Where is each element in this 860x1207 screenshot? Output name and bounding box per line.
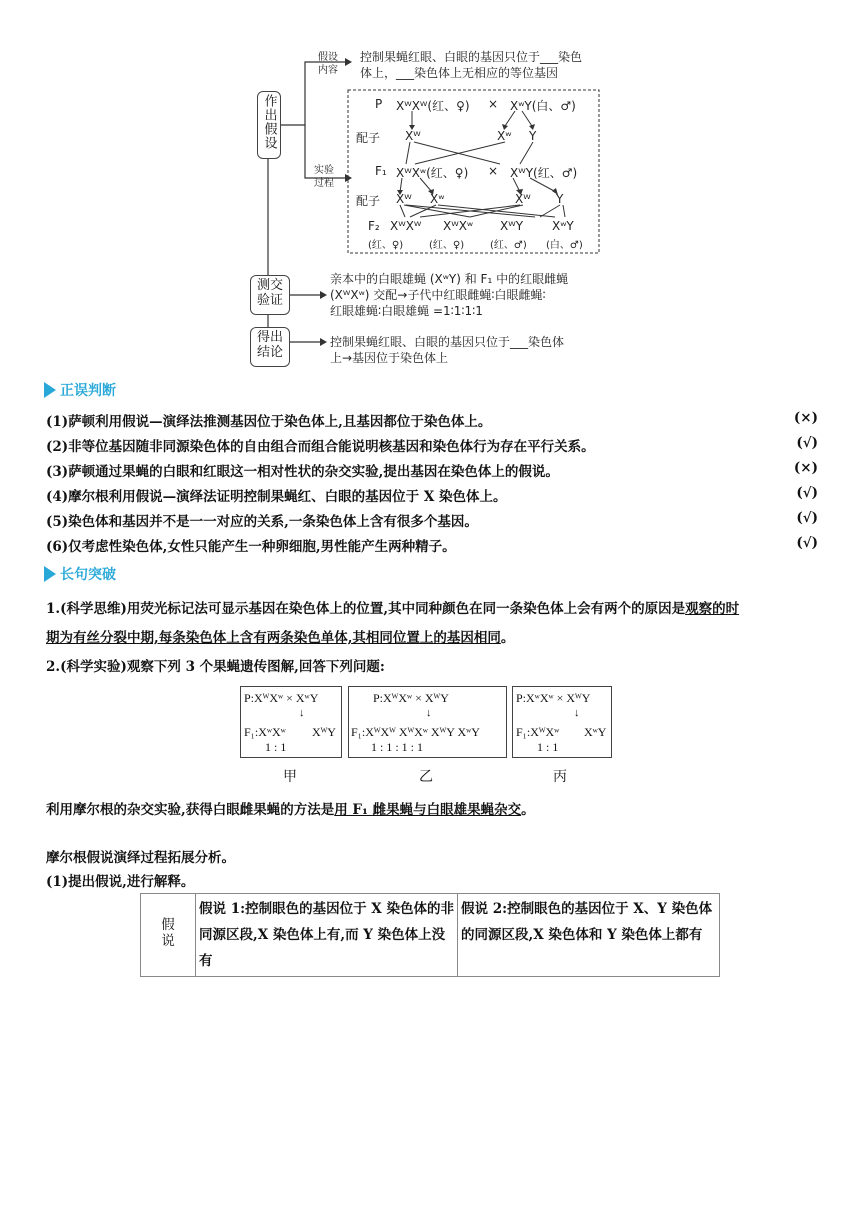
question-2-answer: 利用摩尔根的杂交实验,获得白眼雌果蝇的方法是用 F₁ 雌果蝇与白眼雄果蝇杂交。 [46,802,535,818]
question-2: 2.(科学实验)观察下列 3 个果蝇遗传图解,回答下列问题: [46,659,385,675]
f2-genotype-4: XʷY [552,219,574,233]
experiment-label: 实验过程 [314,165,334,189]
conclusion-text-2: 上→基因位于染色体上 [330,351,449,365]
long-sentence-heading: 长句突破 [44,564,116,584]
step-conclusion-box [250,327,290,367]
judgement-item: (5)染色体和基因并不是一一对应的关系,一条染色体上含有很多个基因。 (√) [46,510,818,530]
judgement-item: (6)仅考虑性染色体,女性只能产生一种卵细胞,男性能产生两种精子。 (√) [46,535,818,555]
conclusion-text-1: 控制果蝇红眼、白眼的基因只位于___染色体 [330,335,565,349]
analysis-sub-1: (1)提出假说,进行解释。 [46,874,195,890]
judgement-item: (2)非等位基因随非同源染色体的自由组合而组合能说明核基因和染色体行为存在平行关系。 (√) [46,435,818,455]
gamete-label: 配子 [356,131,381,145]
cross-label-jia: 甲 [283,769,297,785]
f2-genotype-2: XᵂXʷ [443,219,474,233]
hypothesis-table [140,893,720,977]
question-1-line-1: 1.(科学思维)用荧光标记法可显示基因在染色体上的位置,其中同种颜色在同一条染色体上会有两个的原因是观察的时 [46,601,740,617]
cross-box-bing: P:XʷXʷ × XᵂY ↓ F₁:XᵂXʷ XʷY 1 : 1 [512,686,612,758]
down-arrow-icon: ↓ [426,707,432,719]
judgement-item: (4)摩尔根利用假说—演绎法证明控制果蝇红、白眼的基因位于 X 染色体上。 (√) [46,485,818,505]
down-arrow-icon: ↓ [299,707,305,719]
p-female: XᵂXᵂ(红、♀) [396,99,470,113]
f2-genotype-3: XᵂY [500,219,524,233]
test-text-3: 红眼雄蝇∶白眼雄蝇 =1∶1∶1∶1 [330,304,483,318]
hypothesis-text-2: 体上，___染色体上无相应的等位基因 [360,66,559,80]
f2-label: F₂ [368,219,380,233]
f1-gamete-3: Xᵂ [515,192,531,206]
analysis-title: 摩尔根假说演绎过程拓展分析。 [46,850,235,866]
f1-gamete-4: Y [556,192,564,206]
triangle-icon [44,566,56,582]
p-male: XʷY(白、♂) [510,99,576,113]
cross-box-yi: P:XᵂXʷ × XᵂY ↓ F₁:XᵂXᵂ XᵂXʷ XᵂY XʷY 1 : 1 : 1 : 1 [348,686,507,758]
gamete-2: Xʷ [497,129,512,143]
step-hypothesis-box [257,91,281,159]
f1-male: XᵂY(红、♂) [510,166,578,180]
f1-gamete-1: Xᵂ [396,192,412,206]
hypothesis-label: 假设内容 [318,52,338,76]
hypothesis-text-1: 控制果蝇红眼、白眼的基因只位于___染色 [360,50,583,64]
f1-female: XᵂXʷ(红、♀) [396,166,469,180]
test-text-2: (XᵂXʷ) 交配→子代中红眼雌蝇∶白眼雌蝇∶ [330,288,546,302]
step-test-label: 测交验证 [256,278,283,308]
hypothesis-row-head: 假说 [141,894,196,977]
gamete-label-2: 配子 [356,194,381,208]
f2-phenotype-1: (红、♀) [368,240,404,251]
f1-label: F₁ [375,164,387,178]
step-conclusion-label: 得出结论 [256,330,283,360]
down-arrow-icon: ↓ [574,707,580,719]
cross-label-bing: 丙 [553,769,567,785]
step-hypothesis-label: 作出假设 [261,94,277,150]
f2-genotype-1: XᵂXᵂ [390,219,422,233]
triangle-icon [44,382,56,398]
cross-box-jia: P:XᵂXʷ × XʷY ↓ F₁:XʷXʷ XᵂY 1 : 1 [240,686,342,758]
gamete-3: Y [529,129,537,143]
step-test-box [250,275,290,315]
judgement-item: (1)萨顿利用假说—演绎法推测基因位于染色体上,且基因都位于染色体上。 (×) [46,410,818,430]
f2-phenotype-2: (红、♀) [429,240,465,251]
hypothesis-2-cell: 假说 2:控制眼色的基因位于 X、Y 染色体的同源区段,X 染色体和 Y 染色体上都有 [458,894,720,977]
judgement-heading: 正误判断 [44,380,116,400]
judgement-item: (3)萨顿通过果蝇的白眼和红眼这一相对性状的杂交实验,提出基因在染色体上的假说。 (×) [46,460,818,480]
p-label: P [375,97,383,111]
cross-label-yi: 乙 [419,769,433,785]
f2-phenotype-4: (白、♂) [546,240,583,251]
f2-phenotype-3: (红、♂) [490,240,527,251]
f1-cross: × [488,164,499,178]
question-1-line-2: 期为有丝分裂中期,每条染色体上含有两条染色单体,其相同位置上的基因相同。 [46,630,515,646]
f1-gamete-2: Xʷ [430,192,445,206]
test-text-1: 亲本中的白眼雄蝇 (XʷY) 和 F₁ 中的红眼雌蝇 [330,272,569,286]
p-cross: × [488,97,499,111]
gamete-1: Xᵂ [405,129,421,143]
hypothesis-1-cell: 假说 1:控制眼色的基因位于 X 染色体的非同源区段,X 染色体上有,而 Y 染色体上没有 [196,894,458,977]
